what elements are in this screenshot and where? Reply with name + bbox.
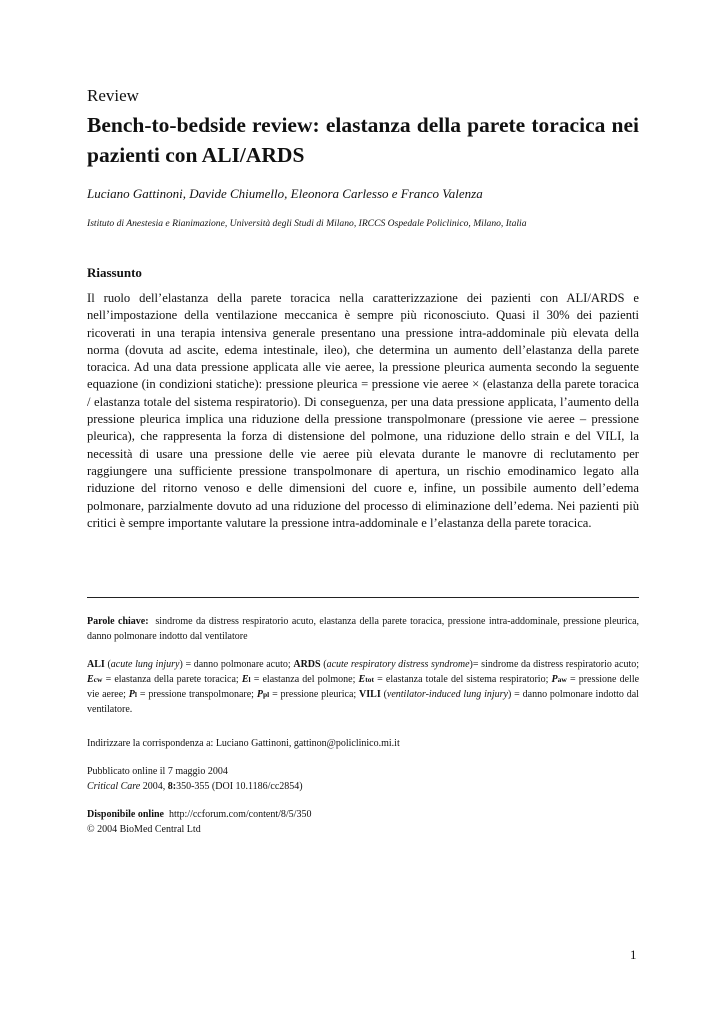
correspondence: Indirizzare la corrispondenza a: Luciano Gattinoni, gattinon@policlinico.mi.it [87, 738, 400, 749]
availability-info [87, 807, 639, 837]
copyright-notice: © 2004 BioMed Central Ltd [87, 824, 201, 835]
abstract-heading: Riassunto [87, 265, 142, 280]
published-online: Pubblicato online il 7 maggio 2004 [87, 766, 228, 777]
author-list: Luciano Gattinoni, Davide Chiumello, Eleonora Carlesso e Franco Valenza [87, 186, 483, 201]
section-divider [87, 597, 639, 598]
journal-name: Critical Care [87, 781, 141, 792]
keywords-label: Parole chiave: [87, 616, 149, 627]
article-url[interactable]: http://ccforum.com/content/8/5/350 [168, 809, 312, 820]
publication-info: Pubblicato online il 7 maggio 2004 Critical Care 2004, 8:350-355 (DOI 10.1186/cc2854) [87, 766, 303, 792]
available-online-label: Disponibile online [87, 809, 164, 820]
article-title: Bench-to-bedside review: elastanza della parete toracica nei pazienti con ALI/ARDS [87, 113, 639, 167]
abstract-text: Il ruolo dell’elastanza della parete toracica nella caratterizzazione dei pazienti con ALI/ARDS e nell’impostazione della ventilazione meccanica è sempre più riconosciuto. Quasi il 30% dei pazienti ricoverati in una terapia intensiva generale presentano una pressione intra-addominale più elevata della norma (dovuta ad ascite, edema intestinale, ileo), che determina un aumento dell’elastanza della parete toracica. Ad una data pressione applicata alle vie aeree, la pressione pleurica aumenta secondo la seguente equazione (in condizioni statiche): pressione pleurica = pressione vie aeree × (elastanza della parete toracica / elastanza totale del sistema respiratorio). Di conseguenza, per una data pressione applicata, l’aumento della pressione pleurica implica una riduzione della pressione transpolmonare (pressione vie aeree – pressione pleurica), che rappresenta la forza di distensione del polmone, una riduzione dello strain e del VILI, la necessità di usare una pressione delle vie aeree più elevata durante le manovre di reclutamento per raggiungere una sufficiente pressione transpolmonare di apertura, un rischio emodinamico legato alla riduzione del ritorno venoso e delle dimensioni del cuore e, infine, un possibile aumento dell’edema polmonare, parzialmente dovuto ad una riduzione del processo di eliminazione dell’edema. Nei pazienti più critici è sempre importante valutare la pressione intra-addominale e l’elastanza della parete toracica. [87, 291, 639, 530]
abbreviations: ALI (acute lung injury) = danno polmonare acuto; ARDS (acute respiratory distress syndrome)= sindrome da distress respiratorio acuto; Ecw = elastanza della parete toracica; El = elastanza del polmone; Etot = elastanza totale del sistema respiratorio; Paw = pressione delle vie aeree; Pl = pressione transpolmonare; Ppl = pressione pleurica; VILI (ventilator-induced lung injury) = danno polmonare indotto dal ventilatore. [87, 659, 640, 715]
page-number: 1 [630, 947, 637, 962]
section-label: Review [87, 86, 139, 105]
keywords [87, 614, 639, 644]
keywords-text: sindrome da distress respiratorio acuto, elastanza della parete toracica, pressione intra-addominale, pressione pleurica, danno polmonare indotto dal ventilatore [87, 616, 640, 642]
affiliation: Istituto di Anestesia e Rianimazione, Università degli Studi di Milano, IRCCS Ospedale Policlinico, Milano, Italia [87, 218, 527, 229]
